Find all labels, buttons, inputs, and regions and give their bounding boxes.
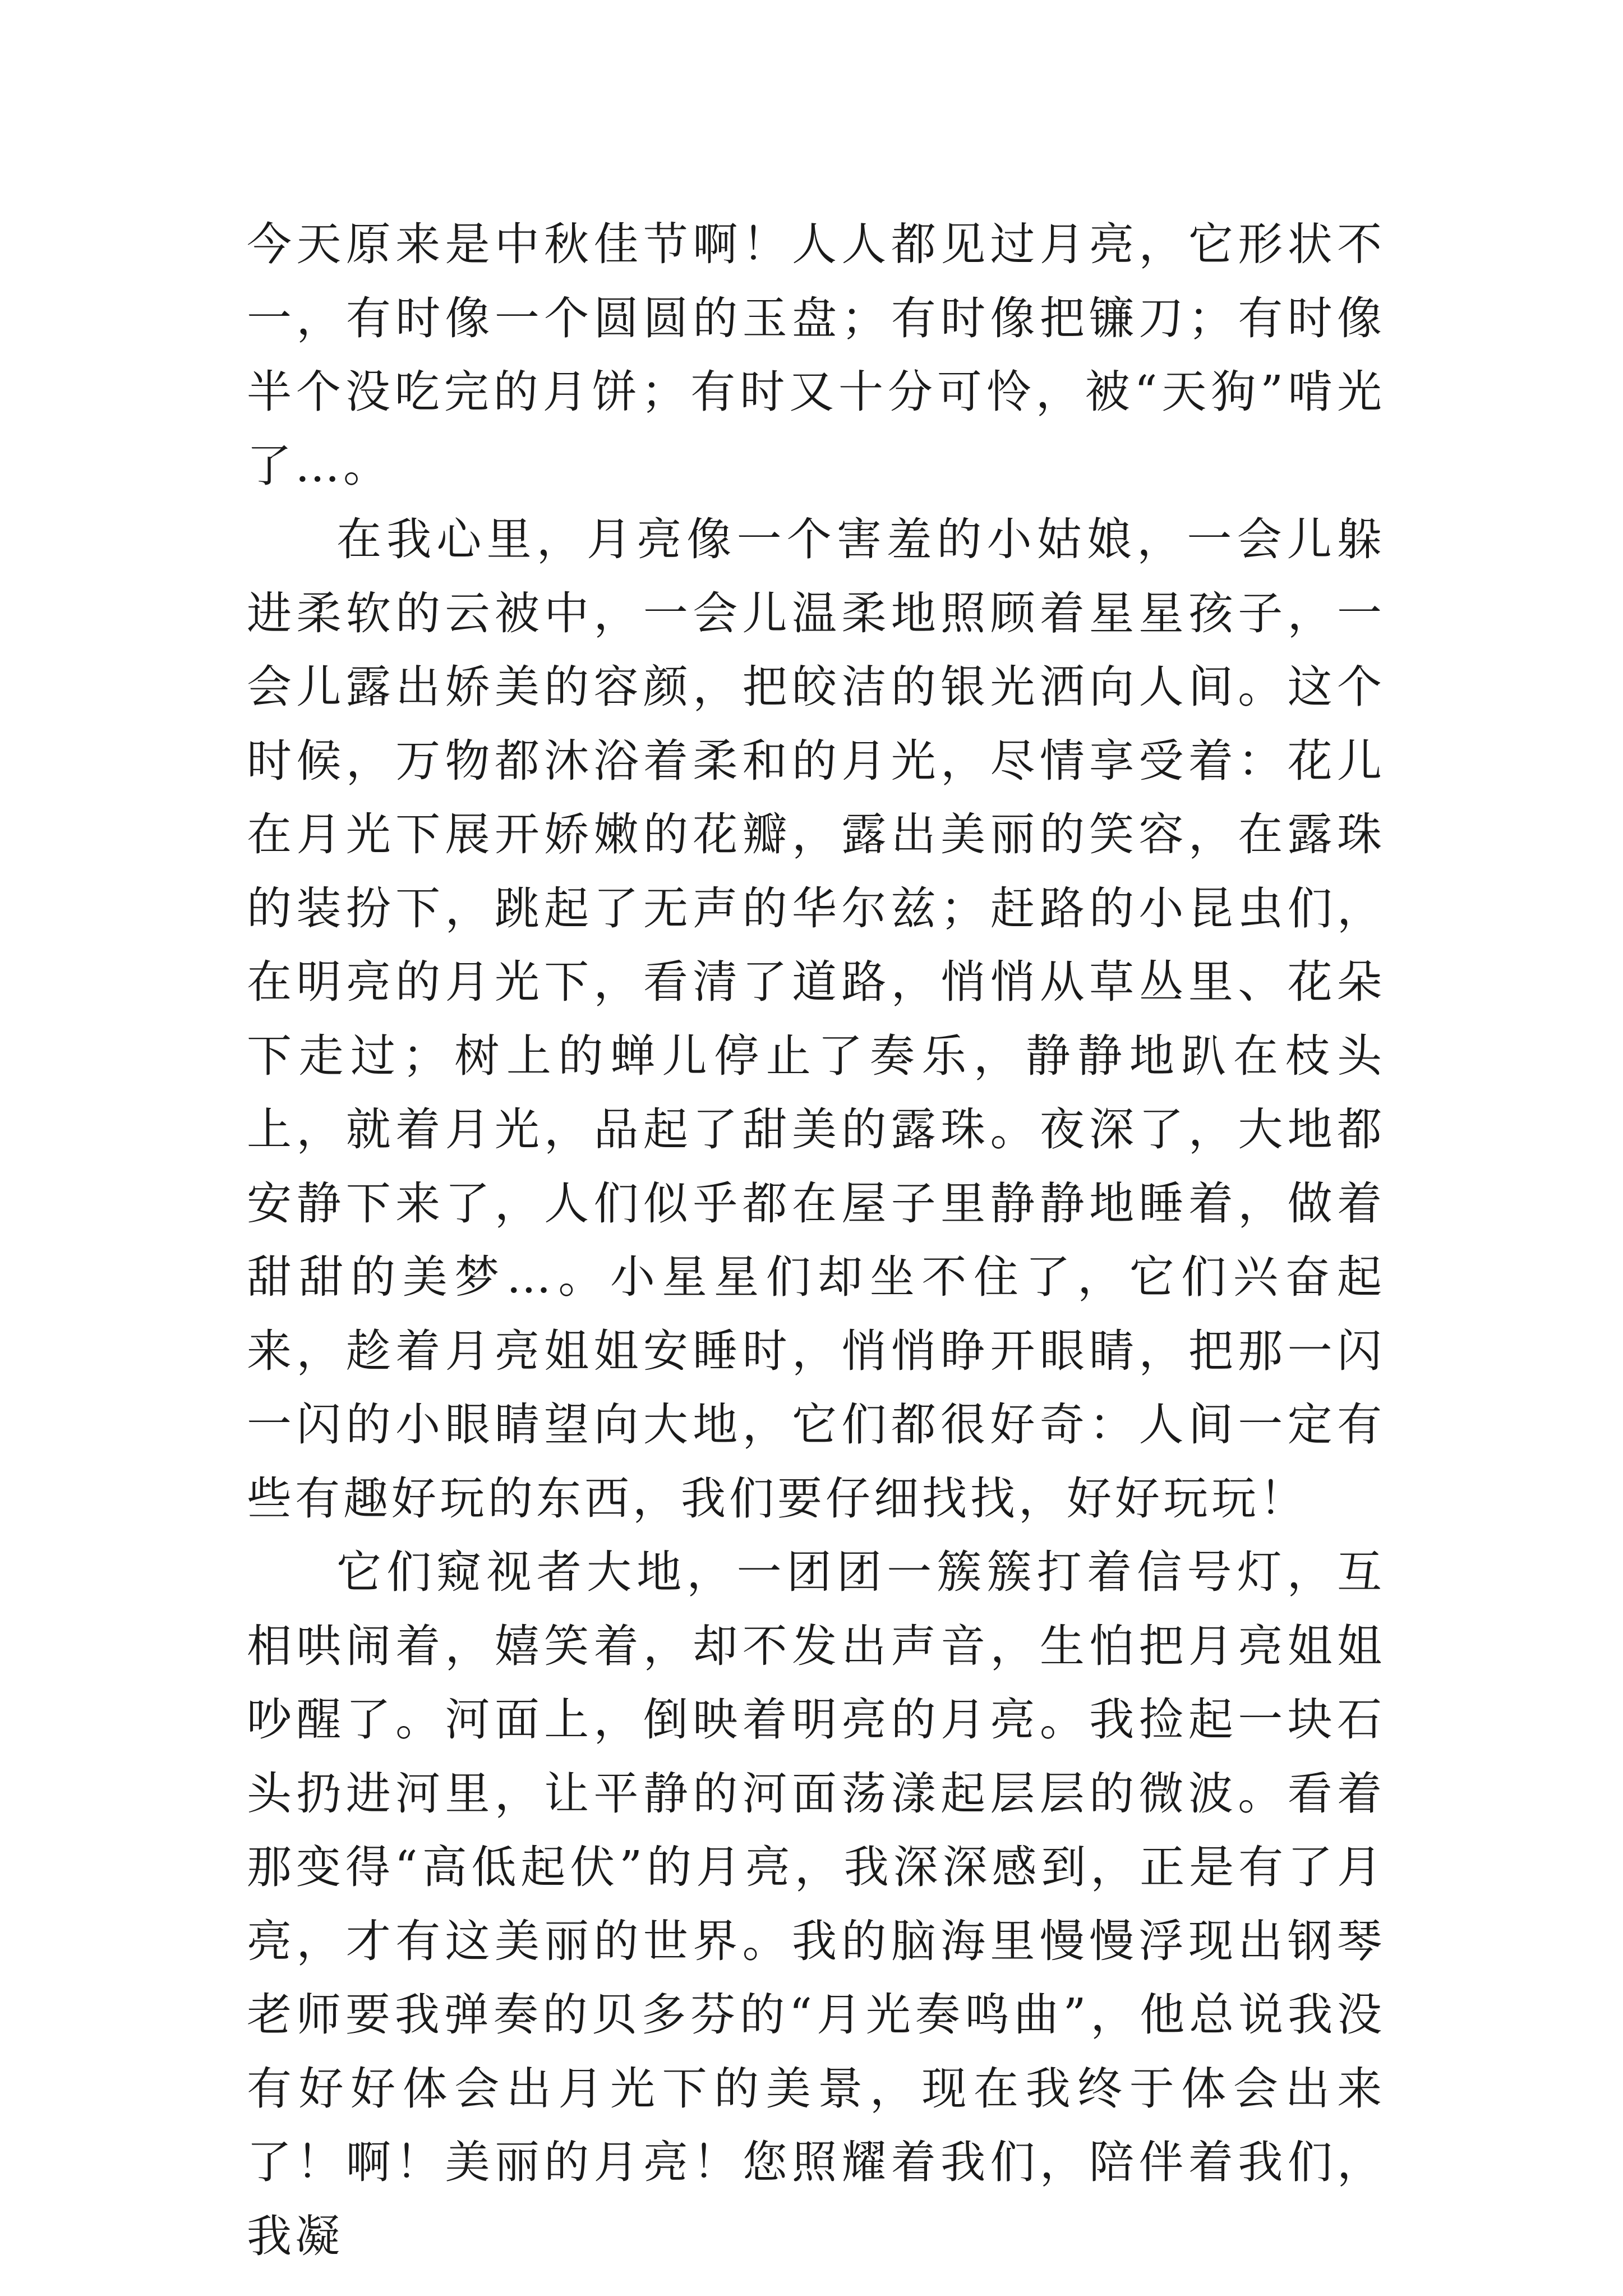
paragraph-2: 在我心里，月亮像一个害羞的小姑娘，一会儿躲进柔软的云被中，一会儿温柔地照顾着星星孩子，一会儿露出娇美的容颜，把皎洁的银光洒向人间。这个时候，万物都沐浴着柔和的月光，尽情享受着：花儿在月光下展开娇嫩的花瓣，露出美丽的笑容，在露珠的装扮下，跳起了无声的华尔兹；赶路的小昆虫们，在明亮的月光下，看清了道路，悄悄从草丛里、花朵下走过；树上的蝉儿停止了奏乐，静静地趴在枝头上，就着月光，品起了甜美的露珠。夜深了，大地都安静下来了，人们似乎都在屋子里静静地睡着，做着甜甜的美梦…。小星星们却坐不住了，它们兴奋起来，趁着月亮姐姐安睡时，悄悄睁开眼睛，把那一闪一闪的小眼睛望向大地，它们都很好奇：人间一定有些有趣好玩的东西，我们要仔细找找，好好玩玩！ [247, 513, 1385, 1525]
document-body [247, 208, 1385, 2273]
paragraph-3: 它们窥视者大地，一团团一簇簇打着信号灯，互相哄闹着，嬉笑着，却不发出声音，生怕把月亮姐姐吵醒了。河面上，倒映着明亮的月亮。我捡起一块石头扔进河里，让平静的河面荡漾起层层的微波。看着那变得“高低起伏”的月亮，我深深感到，正是有了月亮，才有这美丽的世界。我的脑海里慢慢浮现出钢琴老师要我弹奏的贝多芬的“月光奏鸣曲”，他总说我没有好好体会出月光下的美景，现在我终于体会出来了！啊！美丽的月亮！您照耀着我们，陪伴着我们，我凝 [247, 1546, 1385, 2262]
paragraph-1: 今天原来是中秋佳节啊！人人都见过月亮，它形状不一，有时像一个圆圆的玉盘；有时像把镰刀；有时像半个没吃完的月饼；有时又十分可怜，被“天狗”啃光了…。 [247, 218, 1385, 492]
